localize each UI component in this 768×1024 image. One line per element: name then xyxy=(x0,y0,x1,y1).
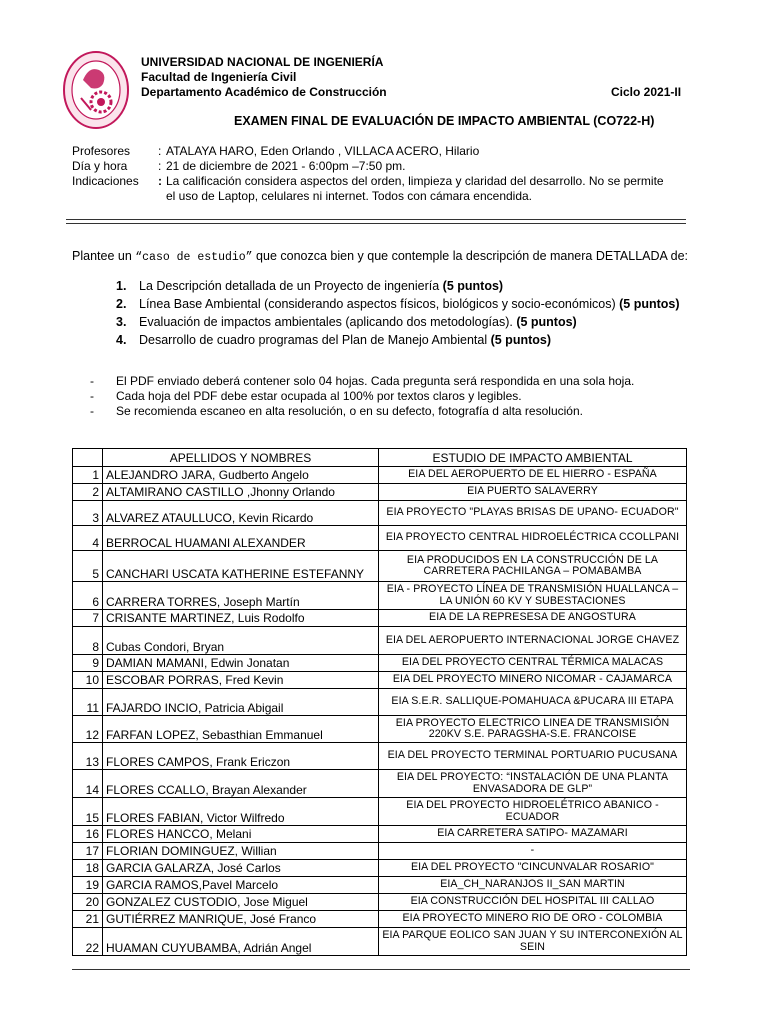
study-title: EIA DEL AEROPUERTO INTERNACIONAL JORGE CHAVEZ xyxy=(379,627,687,655)
university-seal-logo xyxy=(63,50,129,130)
study-title: - xyxy=(379,843,687,860)
table-row xyxy=(73,798,687,826)
student-name: CRISANTE MARTINEZ, Luis Rodolfo xyxy=(103,610,379,627)
intro-text-after: que conozca bien y que contemple la descripción de manera DETALLADA de: xyxy=(252,249,689,263)
col-number-header xyxy=(73,449,103,467)
study-title: EIA DEL PROYECTO TERMINAL PORTUARIO PUCUSANA xyxy=(379,743,687,770)
study-title: EIA DE LA REPRESESA DE ANGOSTURA xyxy=(379,610,687,627)
exam-title: EXAMEN FINAL DE EVALUACIÓN DE IMPACTO AMBIENTAL (CO722-H) xyxy=(234,114,655,128)
study-title: EIA - PROYECTO LÍNEA DE TRANSMISIÓN HUALLANCA – LA UNIÓN 60 KV Y SUBESTACIONES xyxy=(379,582,687,610)
study-title: EIA PARQUE EOLICO SAN JUAN Y SU INTERCONEXIÓN AL SEIN xyxy=(379,928,687,956)
table-row xyxy=(73,877,687,894)
study-title: EIA_CH_NARANJOS II_SAN MARTIN xyxy=(379,877,687,894)
note-item: - Se recomienda escaneo en alta resolución, o en su defecto, fotografía d alta resolución. xyxy=(90,404,583,418)
table-row xyxy=(73,843,687,860)
student-name: ESCOBAR PORRAS, Fred Kevin xyxy=(103,672,379,689)
row-number: 7 xyxy=(73,610,103,627)
row-number: 3 xyxy=(73,501,103,526)
table-row xyxy=(73,928,687,956)
row-number: 16 xyxy=(73,826,103,843)
study-title: EIA PROYECTO CENTRAL HIDROELÉCTRICA CCOLLPANI xyxy=(379,526,687,551)
table-row xyxy=(73,655,687,672)
table-row xyxy=(73,689,687,716)
table-row xyxy=(73,484,687,501)
study-title: EIA PUERTO SALAVERRY xyxy=(379,484,687,501)
task-list xyxy=(116,277,680,349)
study-title: EIA DEL PROYECTO "CINCUNVALAR ROSARIO" xyxy=(379,860,687,877)
student-name: DAMIAN MAMANI, Edwin Jonatan xyxy=(103,655,379,672)
study-title: EIA PROYECTO ELECTRICO LINEA DE TRANSMISIÓN 220KV S.E. PARAGSHA-S.E. FRANCOISE xyxy=(379,716,687,743)
study-title: EIA DEL PROYECTO CENTRAL TÉRMICA MALACAS xyxy=(379,655,687,672)
student-name: FLORES CCALLO, Brayan Alexander xyxy=(103,770,379,798)
table-row xyxy=(73,501,687,526)
row-number: 1 xyxy=(73,467,103,484)
task-item: 2. Línea Base Ambiental (considerando aspectos físicos, biológicos y socio-económicos) (5 puntos) xyxy=(116,297,680,311)
study-title: EIA PROYECTO "PLAYAS BRISAS DE UPANO- ECUADOR" xyxy=(379,501,687,526)
student-name: HUAMAN CUYUBAMBA, Adrián Angel xyxy=(103,928,379,956)
notes-list xyxy=(90,374,634,419)
exam-meta: Profesores : ATALAYA HARO, Eden Orlando , VILLACA ACERO, Hilario Día y hora : 21 de diciembre de 2021 - 6:00pm –7:50 pm. Indicaciones : La calificación considera aspectos del orden, limpieza y claridad del desarrollo. No se permite el uso de Laptop, celulares ni internet. Todos con cámara encendida. xyxy=(72,144,664,203)
student-name: GARCIA RAMOS,Pavel Marcelo xyxy=(103,877,379,894)
study-title: EIA DEL PROYECTO: “INSTALACIÓN DE UNA PLANTA ENVASADORA DE GLP” xyxy=(379,770,687,798)
note-item: - Cada hoja del PDF debe estar ocupada al 100% por textos claros y legibles. xyxy=(90,389,522,403)
study-title: EIA DEL PROYECTO HIDROELÉTRICO ABANICO - ECUADOR xyxy=(379,798,687,826)
student-name: CANCHARI USCATA KATHERINE ESTEFANNY xyxy=(103,551,379,582)
student-name: ALTAMIRANO CASTILLO ,Jhonny Orlando xyxy=(103,484,379,501)
table-row xyxy=(73,911,687,928)
row-number: 4 xyxy=(73,526,103,551)
row-number: 19 xyxy=(73,877,103,894)
study-title: EIA PRODUCIDOS EN LA CONSTRUCCIÓN DE LA CARRETERA PACHILANGA – POMABAMBA xyxy=(379,551,687,582)
professors-label: Profesores xyxy=(72,144,131,158)
table-row xyxy=(73,770,687,798)
row-number: 8 xyxy=(73,627,103,655)
cycle-label: Ciclo 2021-II xyxy=(611,85,682,99)
student-name: FLORES FABIAN, Victor Wilfredo xyxy=(103,798,379,826)
row-number: 11 xyxy=(73,689,103,716)
table-row xyxy=(73,672,687,689)
student-name: Cubas Condori, Bryan xyxy=(103,627,379,655)
student-name: ALEJANDRO JARA, Gudberto Angelo xyxy=(103,467,379,484)
student-name: GUTIÉRREZ MANRIQUE, José Franco xyxy=(103,911,379,928)
study-title: EIA CARRETERA SATIPO- MAZAMARI xyxy=(379,826,687,843)
row-number: 14 xyxy=(73,770,103,798)
task-item: 1. La Descripción detallada de un Proyecto de ingeniería (5 puntos) xyxy=(116,279,504,293)
table-row xyxy=(73,716,687,743)
table-row xyxy=(73,610,687,627)
student-name: GONZALEZ CUSTODIO, Jose Miguel xyxy=(103,894,379,911)
row-number: 9 xyxy=(73,655,103,672)
table-row xyxy=(73,551,687,582)
university-name: UNIVERSIDAD NACIONAL DE INGENIERÍA xyxy=(141,55,384,69)
study-title: EIA DEL AEROPUERTO DE EL HIERRO - ESPAÑA xyxy=(379,467,687,484)
table-row xyxy=(73,526,687,551)
table-row xyxy=(73,467,687,484)
datetime-value: 21 de diciembre de 2021 - 6:00pm –7:50 pm. xyxy=(166,159,406,173)
study-title: EIA S.E.R. SALLIQUE-POMAHUACA &PUCARA III ETAPA xyxy=(379,689,687,716)
table-row xyxy=(73,826,687,843)
department-name: Departamento Académico de Construcción xyxy=(141,85,387,99)
instructions-label: Indicaciones xyxy=(72,174,139,188)
table-row xyxy=(73,582,687,610)
row-number: 10 xyxy=(73,672,103,689)
row-number: 21 xyxy=(73,911,103,928)
instructions-value-line2: el uso de Laptop, celulares ni internet. Todos con cámara encendida. xyxy=(166,189,533,203)
header-divider xyxy=(66,219,686,224)
table-row xyxy=(73,860,687,877)
student-name: ALVAREZ ATAULLUCO, Kevin Ricardo xyxy=(103,501,379,526)
note-item: - El PDF enviado deberá contener solo 04 hojas. Cada pregunta será respondida en una sola hoja. xyxy=(90,374,635,388)
datetime-label: Día y hora xyxy=(72,159,128,173)
student-name: FARFAN LOPEZ, Sebasthian Emmanuel xyxy=(103,716,379,743)
student-name: CARRERA TORRES, Joseph Martín xyxy=(103,582,379,610)
footer-divider xyxy=(72,969,690,970)
row-number: 20 xyxy=(73,894,103,911)
row-number: 5 xyxy=(73,551,103,582)
intro-quoted: “caso de estudio” xyxy=(135,251,253,264)
table-row xyxy=(73,743,687,770)
row-number: 17 xyxy=(73,843,103,860)
col-name-header: APELLIDOS Y NOMBRES xyxy=(103,449,379,467)
student-name: FAJARDO INCIO, Patricia Abigail xyxy=(103,689,379,716)
row-number: 13 xyxy=(73,743,103,770)
task-item: 3. Evaluación de impactos ambientales (aplicando dos metodologías). (5 puntos) xyxy=(116,315,577,329)
table-header-row xyxy=(73,449,687,467)
study-title: EIA DEL PROYECTO MINERO NICOMAR - CAJAMARCA xyxy=(379,672,687,689)
professors-value: ATALAYA HARO, Eden Orlando , VILLACA ACERO, Hilario xyxy=(166,144,480,158)
study-title: EIA CONSTRUCCIÓN DEL HOSPITAL III CALLAO xyxy=(379,894,687,911)
student-name: FLORES CAMPOS, Frank Ericzon xyxy=(103,743,379,770)
intro-text-before: Plantee un xyxy=(72,249,136,263)
row-number: 6 xyxy=(73,582,103,610)
table-row xyxy=(73,627,687,655)
intro-paragraph xyxy=(72,249,688,264)
faculty-name: Facultad de Ingeniería Civil xyxy=(141,70,297,84)
col-study-header: ESTUDIO DE IMPACTO AMBIENTAL xyxy=(379,449,687,467)
instructions-value-line1: La calificación considera aspectos del orden, limpieza y claridad del desarrollo. No se permite xyxy=(166,174,664,188)
student-name: FLORIAN DOMINGUEZ, Willian xyxy=(103,843,379,860)
task-item: 4. Desarrollo de cuadro programas del Plan de Manejo Ambiental (5 puntos) xyxy=(116,333,552,347)
student-name: GARCIA GALARZA, José Carlos xyxy=(103,860,379,877)
row-number: 22 xyxy=(73,928,103,956)
row-number: 18 xyxy=(73,860,103,877)
row-number: 12 xyxy=(73,716,103,743)
row-number: 15 xyxy=(73,798,103,826)
student-name: FLORES HANCCO, Melani xyxy=(103,826,379,843)
students-table xyxy=(72,448,687,956)
table-row xyxy=(73,894,687,911)
study-title: EIA PROYECTO MINERO RIO DE ORO - COLOMBIA xyxy=(379,911,687,928)
student-name: BERROCAL HUAMANI ALEXANDER xyxy=(103,526,379,551)
row-number: 2 xyxy=(73,484,103,501)
